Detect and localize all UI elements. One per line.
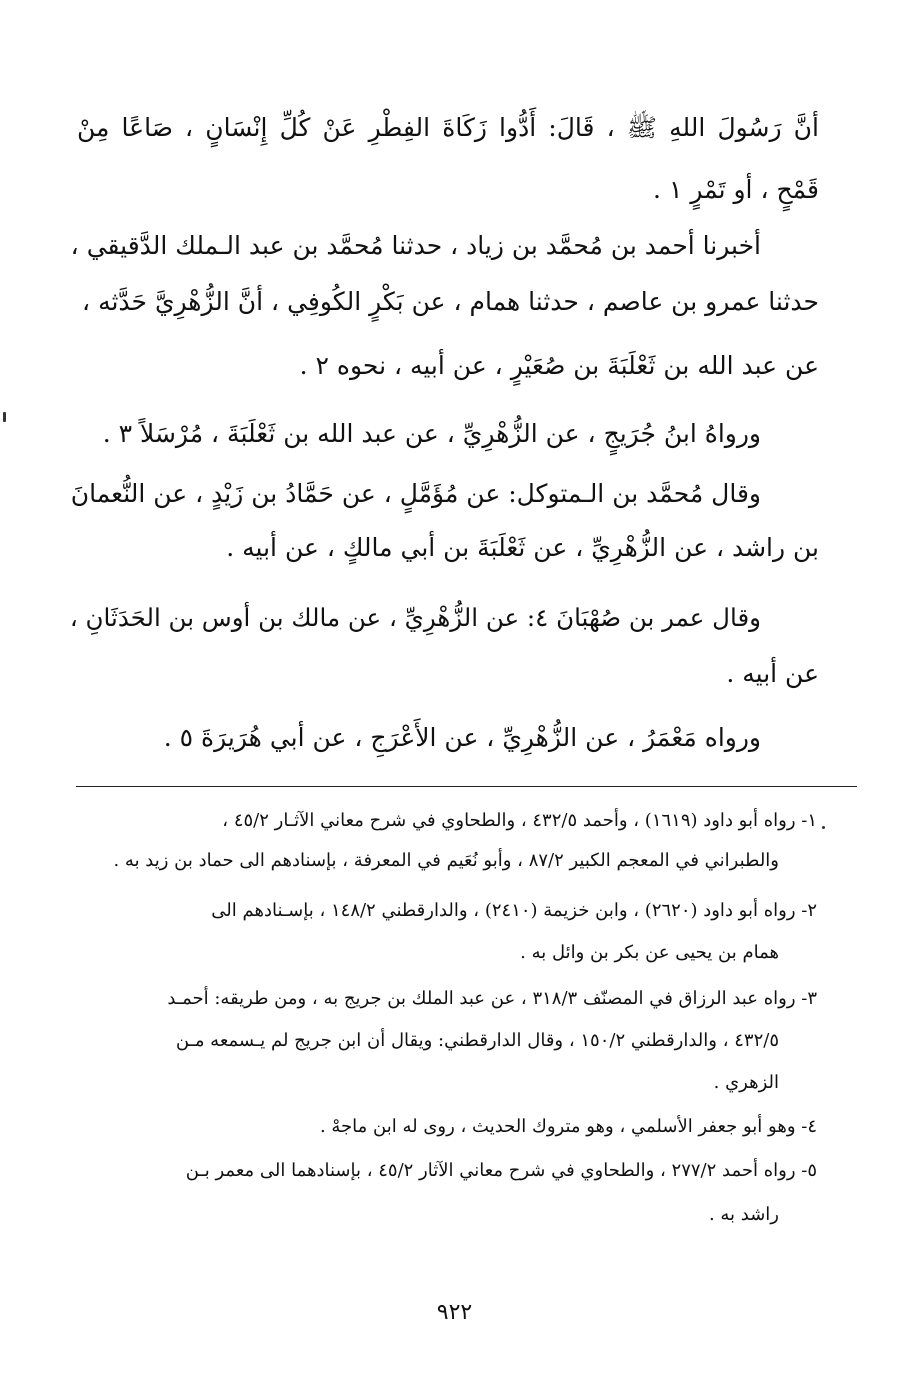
scan-speck	[3, 412, 6, 422]
footnote-line: ٢- رواه أبو داود (٢٦٢٠) ، وابن خزيمة (٢٤١٠) ، والدارقطني ١٤٨/٢ ، بإسـنادهم الى	[211, 900, 817, 921]
main-text-line: حدثنا عمرو بن عاصم ، حدثنا همام ، عن بَكْرٍ الكُوفِي ، أنَّ الزُّهْرِيَّ حَدَّثه ،	[82, 287, 819, 316]
footnote-line: ٥- رواه أحمد ٢٧٧/٢ ، والطحاوي في شرح معاني الآثار ٤٥/٢ ، بإسنادهما الى معمر بـن	[185, 1160, 817, 1181]
footnote-line: ١- رواه أبو داود (١٦١٩) ، وأحمد ٤٣٢/٥ ، والطحاوي في شرح معاني الآثـار ٤٥/٢ ،	[222, 810, 817, 831]
footnote-separator	[76, 786, 857, 787]
main-text-line: بن راشد ، عن الزُّهْرِيِّ ، عن ثَعْلَبَةَ بن أبي مالكٍ ، عن أبيه .	[226, 533, 819, 562]
footnote-line: الزهري .	[713, 1072, 779, 1093]
footnote-line: ٤- وهو أبو جعفر الأسلمي ، وهو متروك الحديث ، روى له ابن ماجهْ .	[319, 1116, 817, 1137]
footnote-line: راشد به .	[708, 1204, 779, 1225]
footnote-line: همام بن يحيى عن بكر بن وائل به .	[520, 942, 779, 963]
main-text-line: عن أبيه .	[726, 659, 819, 688]
scan-speck	[822, 826, 825, 829]
main-text-line: ورواهُ ابنُ جُرَيجٍ ، عن الزُّهْرِيِّ ، عن عبد الله بن ثَعْلَبَةَ ، مُرْسَلاً ٣ .	[102, 419, 761, 448]
main-text-line: أنَّ رَسُولَ اللهِ ﷺ ، قَالَ: أَدُّوا زَكَاةَ الفِطْرِ عَنْ كُلِّ إِنْسَانٍ ، صَاعًا مِنْ	[77, 113, 819, 142]
main-text-line: وقال عمر بن صُهْبَانَ ٤: عن الزُّهْرِيِّ ، عن مالك بن أوس بن الحَدَثَانِ ،	[69, 603, 761, 632]
main-text-line: ورواه مَعْمَرُ ، عن الزُّهْرِيِّ ، عن الأَعْرَجِ ، عن أبي هُرَيرَةَ ٥ .	[163, 723, 761, 752]
footnote-line: ٣- رواه عبد الرزاق في المصنّف ٣١٨/٣ ، عن عبد الملك بن جريج به ، ومن طريقه: أحمـد	[167, 988, 817, 1009]
footnote-line: ٤٣٢/٥ ، والدارقطني ١٥٠/٢ ، وقال الدارقطني: ويقال أن ابن جريج لم يـسمعه مـن	[175, 1030, 779, 1051]
page-number: ٩٢٢	[436, 1300, 473, 1325]
main-text-line: أخبرنا أحمد بن مُحمَّد بن زياد ، حدثنا مُحمَّد بن عبد الـملك الدَّقيقي ،	[70, 231, 761, 260]
footnote-line: والطبراني في المعجم الكبير ٨٧/٢ ، وأبو نُعَيم في المعرفة ، بإسنادهم الى حماد بن زيد به .	[113, 850, 779, 871]
main-text-line: وقال مُحمَّد بن الـمتوكل: عن مُؤَمَّلٍ ، عن حَمَّادُ بن زَيْدٍ ، عن النُّعمانَ	[70, 479, 761, 508]
main-text-line: قَمْحٍ ، أو تَمْرٍ ١ .	[653, 175, 819, 204]
main-text-line: عن عبد الله بن ثَعْلَبَةَ بن صُعَيْرٍ ، عن أبيه ، نحوه ٢ .	[299, 351, 819, 380]
